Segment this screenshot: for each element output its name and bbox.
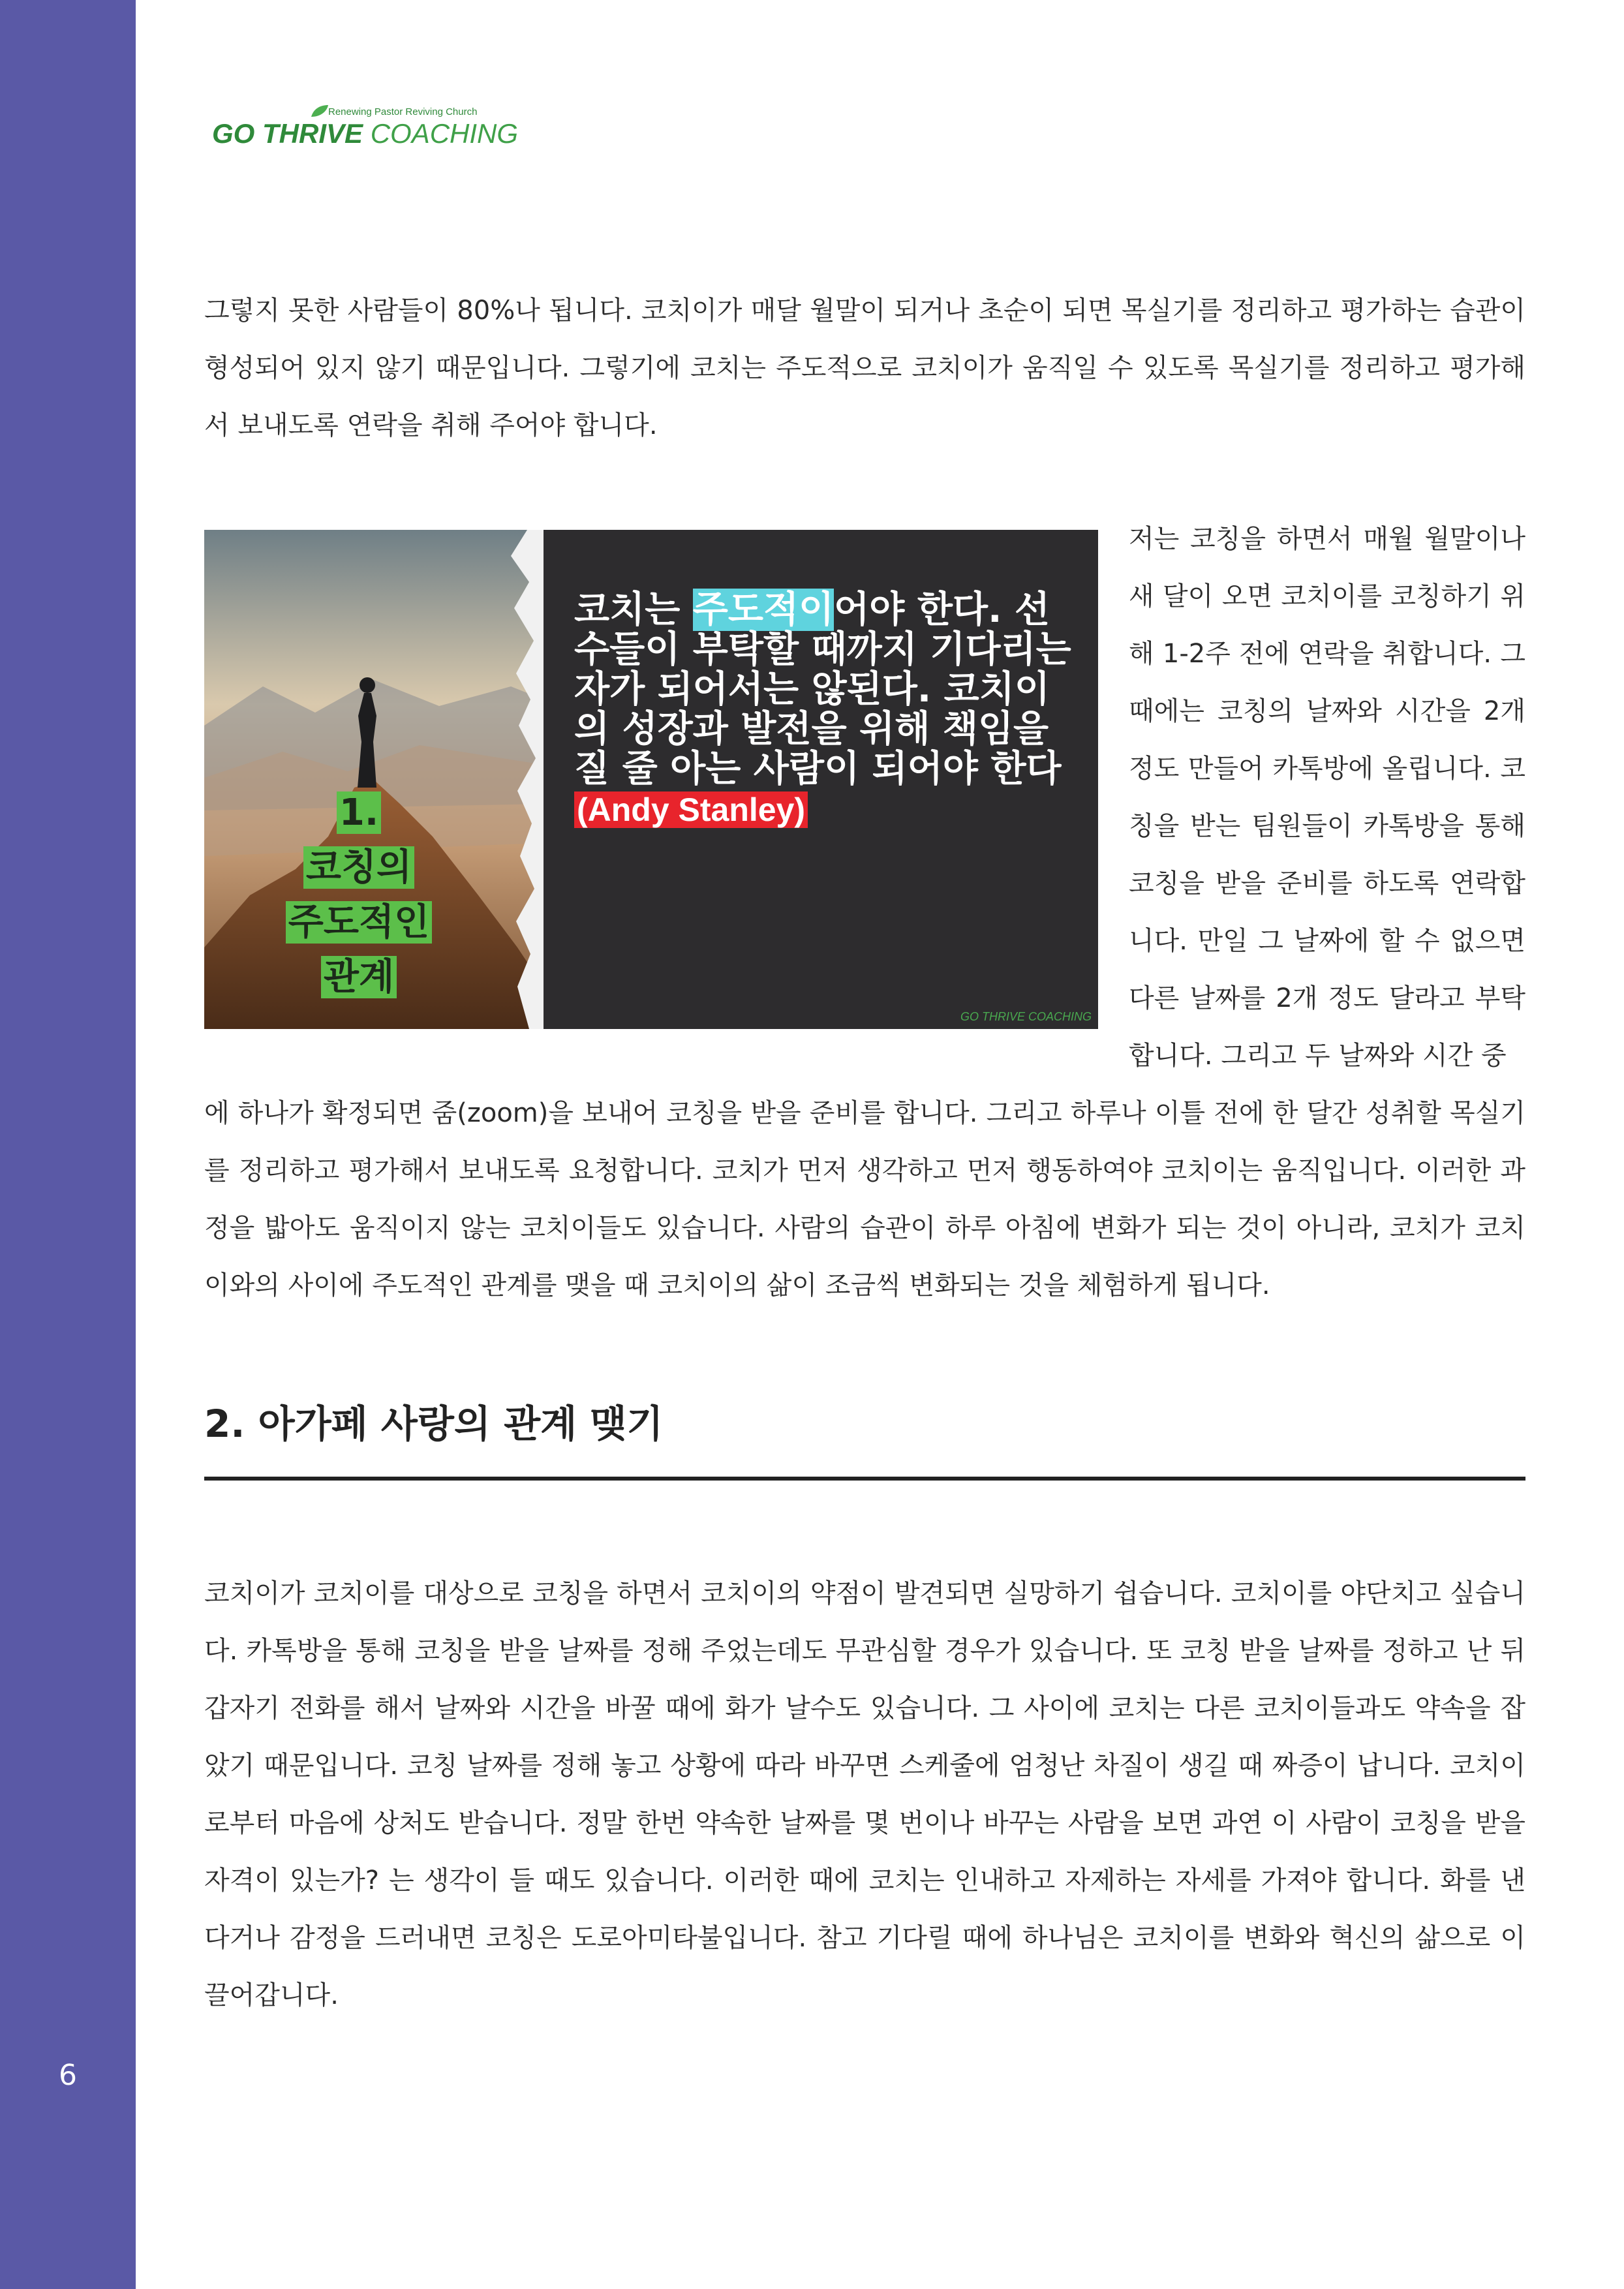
label-line-3: 주도적인 [286, 901, 432, 944]
brand-logo [212, 101, 519, 153]
page-number: 6 [59, 2059, 77, 2092]
body-paragraph-2-wrap: 저는 코칭을 하면서 매월 월말이나 새 달이 오면 코치이를 코칭하기 위해 1-2주 전에 연락을 취합니다. 그때에는 코칭의 날짜와 시간을 2개 정도 만들어 카톡방에 올립니다. 코칭을 받는 팀원들이 카톡방을 통해 코칭을 받을 준비를 하도록 연락합니다. 만일 그 날짜에 할 수 없으면 다른 날짜를 2개 정도 달라고 부탁합니다. 그리고 두 날짜와 시간 중 [1129, 524, 1525, 1071]
logo-brand-bold: GO THRIVE [212, 118, 363, 149]
label-line-4: 관계 [321, 956, 397, 998]
body-paragraph-2-continued: 에 하나가 확정되면 줌(zoom)을 보내어 코칭을 받을 준비를 합니다. 그리고 하루나 이틀 전에 한 달간 성취할 목실기를 정리하고 평가해서 보내도록 요청합니다. 코치가 먼저 생각하고 먼저 행동하여야 코치이는 움직입니다. 이러한 과정을 밟아도 움직이지 않는 코치이들도 있습니다. 사람의 습관이 하루 아침에 변화가 되는 것이 아니라, 코치가 코치이와의 사이에 주도적인 관계를 맺을 때 코치이의 삶이 조금씩 변화되는 것을 체험하게 됩니다. [204, 1098, 1525, 1300]
quote-attribution: (Andy Stanley) [574, 791, 808, 828]
section-heading: 2. 아가페 사랑의 관계 맺기 [204, 1402, 664, 1446]
slide-section-label [281, 786, 437, 1005]
quote-start: 코치는 [574, 589, 693, 631]
slide-image [204, 530, 1098, 1029]
label-line-2: 코칭의 [303, 846, 414, 889]
quote-highlight: 주도적이 [692, 589, 835, 631]
label-line-1: 1. [337, 791, 381, 834]
sidebar-band [0, 0, 136, 2289]
logo-brand-light: COACHING [370, 118, 519, 149]
quote-rest: 어야 한다. 선수들이 부탁할 때까지 기다리는 자가 되어서는 않된다. 코치이의 성장과 발전을 위해 책임을 질 줄 아는 사람이 되어야 한다 [574, 589, 1071, 790]
logo-tagline: Renewing Pastor Reviving Church [328, 106, 478, 117]
slide-logo: GO THRIVE COACHING [960, 1010, 1092, 1023]
slide-quote [574, 590, 1083, 830]
body-paragraph-3: 코치이가 코치이를 대상으로 코칭을 하면서 코치이의 약점이 발견되면 실망하기 쉽습니다. 코치이를 야단치고 싶습니다. 카톡방을 통해 코칭을 받을 날짜를 정해 주었는데도 무관심할 경우가 있습니다. 또 코칭 받을 날짜를 정하고 난 뒤 갑자기 전화를 해서 날짜와 시간을 바꿀 때에 화가 날수도 있습니다. 그 사이에 코치는 다른 코치이들과도 약속을 잡았기 때문입니다. 코칭 날짜를 정해 놓고 상황에 따라 바꾸면 스케줄에 엄청난 차질이 생길 때 짜증이 납니다. 코치이로부터 마음에 상처도 받습니다. 정말 한번 약속한 날짜를 몇 번이나 바꾸는 사람을 보면 과연 이 사람이 코칭을 받을 자격이 있는가? 는 생각이 들 때도 있습니다. 이러한 때에 코치는 인내하고 자제하는 자세를 가져야 합니다. 화를 낸다거나 감정을 드러내면 코칭은 도로아미타불입니다. 참고 기다릴 때에 하나님은 코치이를 변화와 혁신의 삶으로 이끌어갑니다. [204, 1578, 1525, 2010]
body-paragraph-1: 그렇지 못한 사람들이 80%나 됩니다. 코치이가 매달 월말이 되거나 초순이 되면 목실기를 정리하고 평가하는 습관이 형성되어 있지 않기 때문입니다. 그렇기에 코치는 주도적으로 코치이가 움직일 수 있도록 목실기를 정리하고 평가해서 보내도록 연락을 취해 주어야 합니다. [204, 296, 1525, 440]
leaf-icon [310, 104, 329, 119]
heading-divider [204, 1477, 1525, 1481]
logo-wordmark [212, 118, 518, 149]
